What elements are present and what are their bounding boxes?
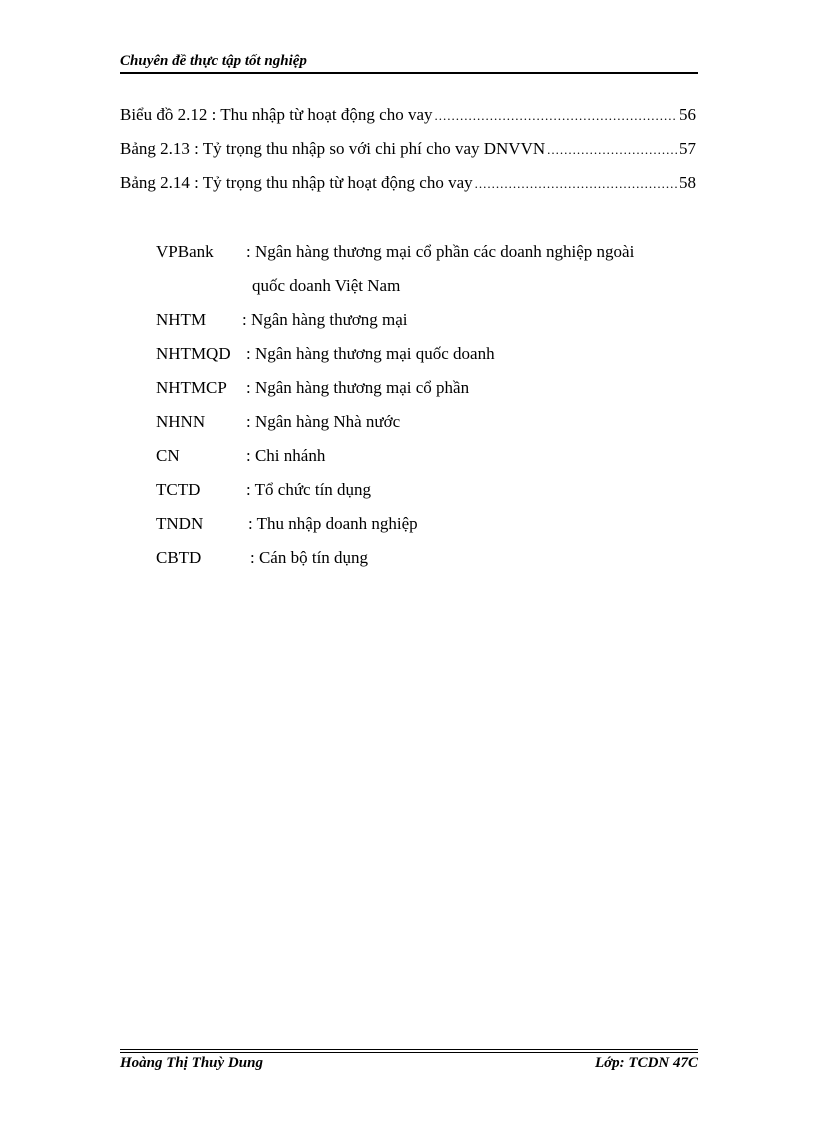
abbreviation-list	[156, 240, 696, 580]
toc-dot-leader	[475, 172, 677, 196]
abbreviation-item	[156, 444, 696, 478]
abbreviation-term: TNDN	[156, 514, 204, 533]
page-footer	[120, 1049, 698, 1075]
toc-dot-leader	[435, 104, 678, 128]
table-of-contents	[120, 103, 696, 205]
toc-entry	[120, 137, 696, 171]
footer-class: Lớp: TCDN 47C	[594, 1055, 698, 1071]
abbreviation-term: NHTM	[156, 310, 207, 329]
abbreviation-term: CBTD	[156, 548, 202, 567]
abbreviation-item	[156, 240, 696, 274]
toc-entry	[120, 171, 696, 205]
toc-dot-leader	[547, 138, 677, 162]
abbreviation-definition: : Ngân hàng Nhà nước	[246, 412, 401, 431]
toc-entry	[120, 103, 696, 137]
abbreviation-term: NHNN	[156, 412, 206, 431]
toc-entry-page: 57	[679, 139, 696, 158]
abbreviation-definition-continued: quốc doanh Việt Nam	[252, 276, 401, 295]
document-title: Chuyên đề thực tập tốt nghiệp	[120, 53, 307, 69]
abbreviation-term: TCTD	[156, 480, 201, 499]
abbreviation-term: NHTMCP	[156, 378, 227, 397]
abbreviation-definition: : Ngân hàng thương mại	[242, 310, 408, 329]
abbreviation-item	[156, 546, 696, 580]
page-header	[120, 53, 698, 75]
abbreviation-item	[156, 478, 696, 512]
abbreviation-item	[156, 308, 696, 342]
abbreviation-term: CN	[156, 446, 180, 465]
header-rule	[120, 72, 698, 74]
footer-rule	[120, 1052, 698, 1053]
abbreviation-term: NHTMQD	[156, 344, 231, 363]
abbreviation-definition: : Ngân hàng thương mại cổ phần	[246, 378, 470, 397]
toc-entry-page: 58	[679, 173, 696, 192]
abbreviation-definition: : Thu nhập doanh nghiệp	[248, 514, 418, 533]
abbreviation-definition: : Chi nhánh	[246, 446, 326, 465]
footer-author: Hoàng Thị Thuỳ Dung	[120, 1055, 263, 1071]
abbreviation-item	[156, 376, 696, 410]
footer-rule	[120, 1049, 698, 1050]
toc-entry-title: Bảng 2.13 : Tỷ trọng thu nhập so với chi phí cho vay DNVVN	[120, 139, 546, 158]
abbreviation-definition: : Tổ chức tín dụng	[246, 480, 372, 499]
toc-entry-page: 56	[679, 105, 696, 124]
abbreviation-item	[156, 342, 696, 376]
abbreviation-item	[156, 512, 696, 546]
abbreviation-item	[156, 410, 696, 444]
abbreviation-definition: : Cán bộ tín dụng	[250, 548, 369, 567]
toc-entry-title: Biểu đồ 2.12 : Thu nhập từ hoạt động cho vay	[120, 105, 433, 124]
abbreviation-definition: : Ngân hàng thương mại quốc doanh	[246, 344, 495, 363]
toc-entry-title: Bảng 2.14 : Tỷ trọng thu nhập từ hoạt động cho vay	[120, 173, 473, 192]
abbreviation-continuation	[156, 274, 696, 308]
abbreviation-term: VPBank	[156, 242, 214, 261]
abbreviation-definition: : Ngân hàng thương mại cổ phần các doanh nghiệp ngoài	[246, 242, 635, 261]
